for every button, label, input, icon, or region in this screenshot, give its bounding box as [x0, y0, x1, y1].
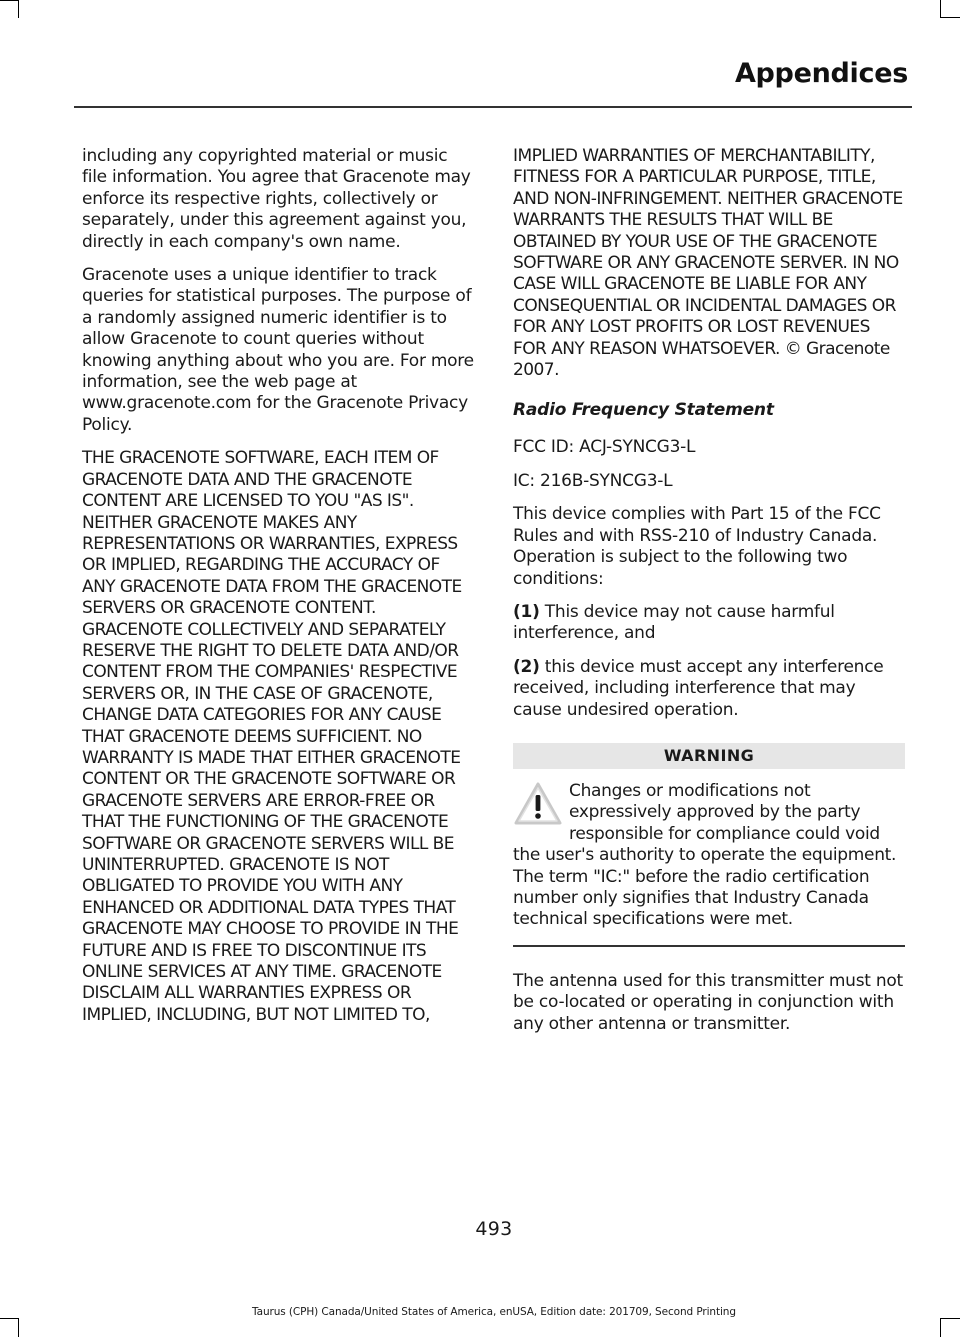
paragraph: This device complies with Part 15 of the FCC Rules and with RSS-210 of Industry Canada. Operation is subject to the following two conditions: [513, 504, 881, 589]
paragraph: The antenna used for this transmitter must not be co-located or operating in conjunction with any other antenna or transmitter. [513, 970, 903, 1034]
crop-mark-top-left [0, 0, 18, 1]
condition-number: (2) [513, 656, 540, 677]
edition-footer: Taurus (CPH) Canada/United States of America, enUSA, Edition date: 201709, Second Printing [252, 1306, 736, 1318]
crop-mark-top-right [941, 17, 960, 18]
condition-item [513, 602, 905, 645]
header-divider [74, 106, 912, 108]
condition-text: this device must accept any interference received, including interference that may cause undesired operation. [513, 656, 884, 720]
fcc-id: FCC ID: ACJ-SYNCG3-L [513, 437, 696, 458]
crop-mark-top-right [940, 0, 941, 18]
page-number: 493 [475, 1218, 513, 1240]
crop-mark-bottom-right [940, 1318, 941, 1337]
paragraph: including any copyrighted material or music file information. You agree that Gracenote may enforce its respective rights, collectively or separately, under this agreement against you, directly in each company's own name. [82, 146, 471, 252]
left-column [82, 146, 474, 1038]
crop-mark-bottom-left [0, 1318, 18, 1319]
right-column [513, 146, 905, 1047]
paragraph: Gracenote uses a unique identifier to track queries for statistical purposes. The purpose of a randomly assigned numeric identifier is to allow Gracenote to count queries without knowing anything about who you are. For more information, see the web page at www.gracenote.com for the Gracenote Privacy Policy. [82, 265, 474, 435]
disclaimer-paragraph: THE GRACENOTE SOFTWARE, EACH ITEM OF GRACENOTE DATA AND THE GRACENOTE CONTENT ARE LICENSED TO YOU "AS IS". NEITHER GRACENOTE MAKES ANY REPRESENTATIONS OR WARRANTIES, EXPRESS OR IMPLIED, REGARDING THE ACCURACY OF ANY GRACENOTE DATA FROM THE GRACENOTE SERVERS OR GRACENOTE CONTENT. GRACENOTE COLLECTIVELY AND SEPARATELY RESERVE THE RIGHT TO DELETE DATA AND/OR CONTENT FROM THE COMPANIES' RESPECTIVE SERVERS OR, IN THE CASE OF GRACENOTE, CHANGE DATA CATEGORIES FOR ANY CAUSE THAT GRACENOTE DEEMS SUFFICIENT. NO WARRANTY IS MADE THAT EITHER GRACENOTE CONTENT OR THE GRACENOTE SOFTWARE OR GRACENOTE SERVERS ARE ERROR-FREE OR THAT THE FUNCTIONING OF THE GRACENOTE SOFTWARE OR GRACENOTE SERVERS WILL BE UNINTERRUPTED. GRACENOTE IS NOT OBLIGATED TO PROVIDE YOU WITH ANY ENHANCED OR ADDITIONAL DATA TYPES THAT GRACENOTE MAY CHOOSE TO PROVIDE IN THE FUTURE AND IS FREE TO DISCONTINUE ITS ONLINE SERVICES AT ANY TIME. GRACENOTE DISCLAIM ALL WARRANTIES EXPRESS OR IMPLIED, INCLUDING, BUT NOT LIMITED TO, [82, 448, 462, 1025]
crop-mark-bottom-right [941, 1318, 960, 1319]
condition-item [513, 657, 905, 721]
warning-triangle-icon [513, 781, 563, 827]
section-heading: Radio Frequency Statement [513, 400, 774, 421]
crop-mark-top-left [18, 0, 19, 18]
warning-text: Changes or modifications not expressively approved by the party responsible for compliance could void the user's authority to operate the equipment. The term "IC:" before the radio certification number only signifies that Industry Canada technical specifications were met. [513, 780, 897, 930]
disclaimer-paragraph: IMPLIED WARRANTIES OF MERCHANTABILITY, FITNESS FOR A PARTICULAR PURPOSE, TITLE, AND NON-INFRINGEMENT. NEITHER GRACENOTE WARRANTS THE RESULTS THAT WILL BE OBTAINED BY YOUR USE OF THE GRACENOTE SOFTWARE OR ANY GRACENOTE SERVER. IN NO CASE WILL GRACENOTE BE LIABLE FOR ANY CONSEQUENTIAL OR INCIDENTAL DAMAGES OR FOR ANY LOST PROFITS OR LOST REVENUES FOR ANY REASON WHATSOEVER. © Gracenote 2007. [513, 146, 903, 381]
crop-mark-bottom-left [18, 1318, 19, 1337]
warning-title: WARNING [513, 743, 905, 769]
page-title: Appendices [734, 58, 908, 89]
ic-number: IC: 216B-SYNCG3-L [513, 470, 673, 491]
warning-body [513, 781, 905, 931]
condition-number: (1) [513, 601, 540, 622]
condition-text: This device may not cause harmful interference, and [513, 601, 835, 644]
warning-end-rule [513, 945, 905, 947]
